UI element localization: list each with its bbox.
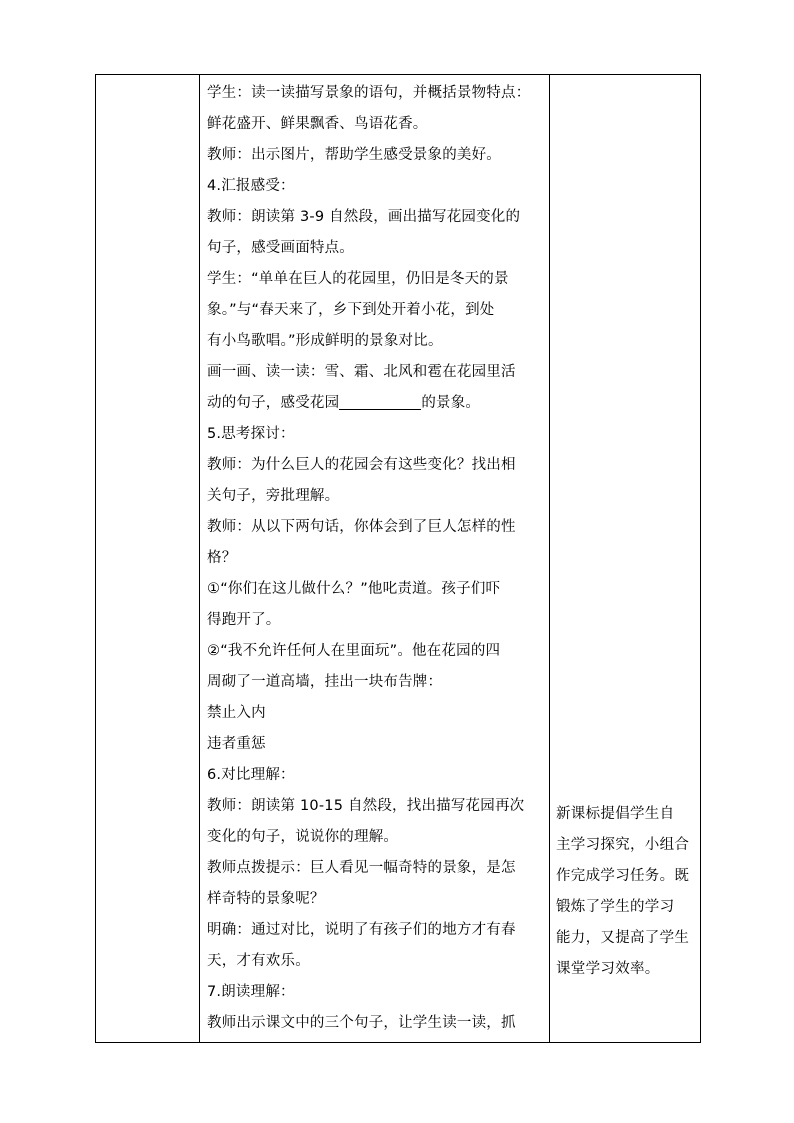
activity-line: 教师出示课文中的三个句子，让学生读一读，抓 bbox=[207, 1015, 516, 1031]
activity-line: 教师点拨提示：巨人看见一幅奇特的景象，是怎 bbox=[207, 860, 516, 876]
activity-line: 教师：朗读第 3-9 自然段，画出描写花园变化的 bbox=[207, 209, 521, 225]
activity-line: 得跑开了。 bbox=[207, 612, 281, 628]
design-intent-content bbox=[550, 75, 700, 985]
activity-line: 明确：通过对比，说明了有孩子们的地方才有春 bbox=[207, 922, 516, 938]
activity-line: 有小鸟歌唱。”形成鲜明的景象对比。 bbox=[207, 333, 443, 349]
stage-cell bbox=[96, 75, 200, 1043]
sign-text-line: 违者重惩 bbox=[207, 736, 266, 752]
activity-line: 周砌了一道高墙，挂出一块布告牌： bbox=[207, 674, 443, 690]
activity-line: 鲜花盛开、鲜果飘香、鸟语花香。 bbox=[207, 116, 428, 132]
activity-line: 样奇特的景象呢？ bbox=[207, 891, 325, 907]
activity-line: 象。”与“春天来了，乡下到处开着小花，到处 bbox=[207, 302, 495, 318]
activity-line: 变化的句子，说说你的理解。 bbox=[207, 829, 399, 845]
activity-content bbox=[200, 75, 549, 1039]
activity-line: 格？ bbox=[207, 550, 237, 566]
activity-line: 教师：出示图片，帮助学生感受景象的美好。 bbox=[207, 147, 501, 163]
activity-heading: 7.朗读理解： bbox=[207, 984, 295, 1000]
lesson-plan-table bbox=[95, 74, 701, 1043]
activity-line: 画一画、读一读：雪、霜、北风和雹在花园里活 bbox=[207, 364, 516, 380]
fill-blank-line bbox=[207, 388, 545, 419]
design-intent-line: 作完成学习任务。既 bbox=[556, 868, 690, 884]
activity-line: 句子，感受画面特点。 bbox=[207, 240, 354, 256]
design-intent-line: 能力，又提高了学生 bbox=[556, 930, 690, 946]
activity-line: 教师：从以下两句话，你体会到了巨人怎样的性 bbox=[207, 519, 516, 535]
activity-cell bbox=[200, 75, 550, 1043]
activity-line: 天，才有欢乐。 bbox=[207, 953, 310, 969]
activity-heading: 5.思考探讨： bbox=[207, 426, 295, 442]
activity-line: 学生：“单单在巨人的花园里，仍旧是冬天的景 bbox=[207, 271, 509, 287]
design-intent-cell bbox=[550, 75, 701, 1043]
fill-blank-suffix: 的景象。 bbox=[421, 395, 481, 411]
design-intent-line: 新课标提倡学生自 bbox=[556, 806, 675, 822]
fill-blank bbox=[339, 393, 421, 410]
activity-line: 关句子，旁批理解。 bbox=[207, 488, 340, 504]
design-intent-line: 课堂学习效率。 bbox=[556, 961, 660, 977]
activity-line: 教师：为什么巨人的花园会有这些变化？找出相 bbox=[207, 457, 516, 473]
activity-heading: 4.汇报感受： bbox=[207, 178, 295, 194]
activity-line: 学生：读一读描写景象的语句，并概括景物特点： bbox=[207, 85, 531, 101]
activity-line: 教师：朗读第 10-15 自然段，找出描写花园再次 bbox=[207, 798, 525, 814]
design-intent-line: 主学习探究，小组合 bbox=[556, 837, 690, 853]
activity-line: ②“我不允许任何人在里面玩”。他在花园的四 bbox=[207, 643, 501, 659]
table-row bbox=[96, 75, 701, 1043]
fill-blank-prefix: 动的句子，感受花园 bbox=[207, 395, 340, 411]
activity-heading: 6.对比理解： bbox=[207, 767, 295, 783]
design-intent-line: 锻炼了学生的学习 bbox=[556, 899, 675, 915]
activity-line: ①“你们在这儿做什么？”他叱责道。孩子们吓 bbox=[207, 581, 501, 597]
sign-text-line: 禁止入内 bbox=[207, 705, 266, 721]
